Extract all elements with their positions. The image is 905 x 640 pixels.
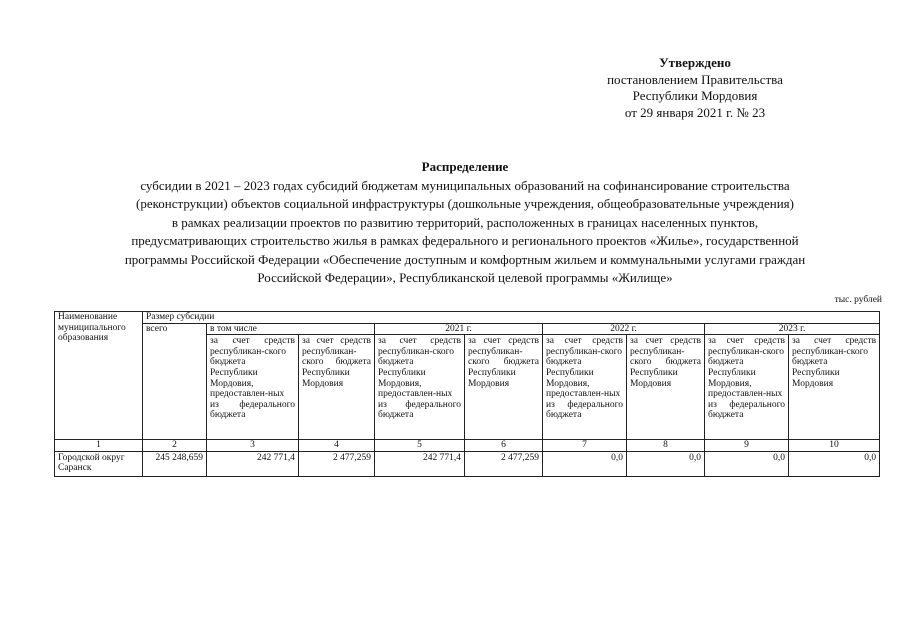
header-total: всего	[143, 323, 207, 440]
row-value-rep-share: 2 477,259	[299, 451, 375, 476]
col-number: 10	[789, 440, 880, 452]
table-row	[55, 451, 880, 476]
row-value-total: 245 248,659	[143, 451, 207, 476]
row-value-fed-2021: 242 771,4	[375, 451, 465, 476]
document-title-block	[40, 158, 890, 288]
header-subsidy-size: Размер субсидии	[143, 312, 880, 324]
header-rep-share-2022: за счет средств республикан-ского бюджета Республики Мордовия	[627, 335, 705, 440]
row-value-fed-2023: 0,0	[705, 451, 789, 476]
subtitle-line-1: субсидии в 2021 – 2023 годах субсидий бюджетам муниципальных образований на софинансирование строительства	[140, 177, 790, 193]
col-number: 5	[375, 440, 465, 452]
header-year-2023: 2023 г.	[705, 323, 880, 335]
header-rep-share: за счет средств республикан-ского бюджета Республики Мордовия	[299, 335, 375, 440]
header-rep-share-2021: за счет средств республикан-ского бюджета Республики Мордовия	[465, 335, 543, 440]
col-number: 4	[299, 440, 375, 452]
header-municipality: Наименование муниципального образования	[55, 312, 143, 440]
header-fed-share: за счет средств республикан-ского бюджета Республики Мордовия, предоставлен-ных из федерального бюджета	[207, 335, 299, 440]
approval-line-2: Республики Мордовия	[632, 88, 758, 103]
header-including: в том числе	[207, 323, 375, 335]
row-value-fed-share: 242 771,4	[207, 451, 299, 476]
col-number: 2	[143, 440, 207, 452]
row-value-rep-2022: 0,0	[627, 451, 705, 476]
header-fed-share-2023: за счет средств республикан-ского бюджета Республики Мордовия, предоставлен-ных из федерального бюджета	[705, 335, 789, 440]
col-number: 6	[465, 440, 543, 452]
header-rep-share-2023: за счет средств республикан-ского бюджета Республики Мордовия	[789, 335, 880, 440]
approval-line-1: постановлением Правительства	[607, 71, 783, 87]
approval-line-3: от 29 января 2021 г. № 23	[624, 104, 766, 120]
row-value-rep-2021: 2 477,259	[465, 451, 543, 476]
col-number: 1	[55, 440, 143, 452]
col-number: 3	[207, 440, 299, 452]
row-value-fed-2022: 0,0	[543, 451, 627, 476]
row-value-rep-2023: 0,0	[789, 451, 880, 476]
subtitle-line-4: предусматривающих строительство жилья в рамках федерального и регионального проектов «Жилье», государственной	[131, 233, 799, 248]
col-number: 7	[543, 440, 627, 452]
approval-heading: Утверждено	[659, 55, 731, 70]
subsidy-table	[54, 311, 880, 477]
subtitle-line-5: программы Российской Федерации «Обеспечение доступным и комфортным жильем и коммунальными услугами граждан	[124, 251, 806, 267]
col-number: 9	[705, 440, 789, 452]
header-fed-share-2022: за счет средств республикан-ского бюджета Республики Мордовия, предоставлен-ных из федерального бюджета	[543, 335, 627, 440]
units-label: тыс. рублей	[834, 295, 882, 305]
header-year-2021: 2021 г.	[375, 323, 543, 335]
subtitle-line-2: (реконструкции) объектов социальной инфраструктуры (дошкольные учреждения, общеобразовательные учреждения)	[136, 196, 794, 211]
col-number: 8	[627, 440, 705, 452]
subtitle-line-6: Российской Федерации», Республиканской целевой программы «Жилище»	[257, 270, 673, 285]
header-year-2022: 2022 г.	[543, 323, 705, 335]
row-municipality-name: Городской округ Саранск	[55, 451, 143, 476]
subtitle-line-3: в рамках реализации проектов по развитию территорий, расположенных в границах населенных пунктов,	[171, 214, 759, 230]
approval-stamp	[560, 55, 830, 121]
header-fed-share-2021: за счет средств республикан-ского бюджета Республики Мордовия, предоставлен-ных из федерального бюджета	[375, 335, 465, 440]
document-title: Распределение	[421, 159, 509, 174]
